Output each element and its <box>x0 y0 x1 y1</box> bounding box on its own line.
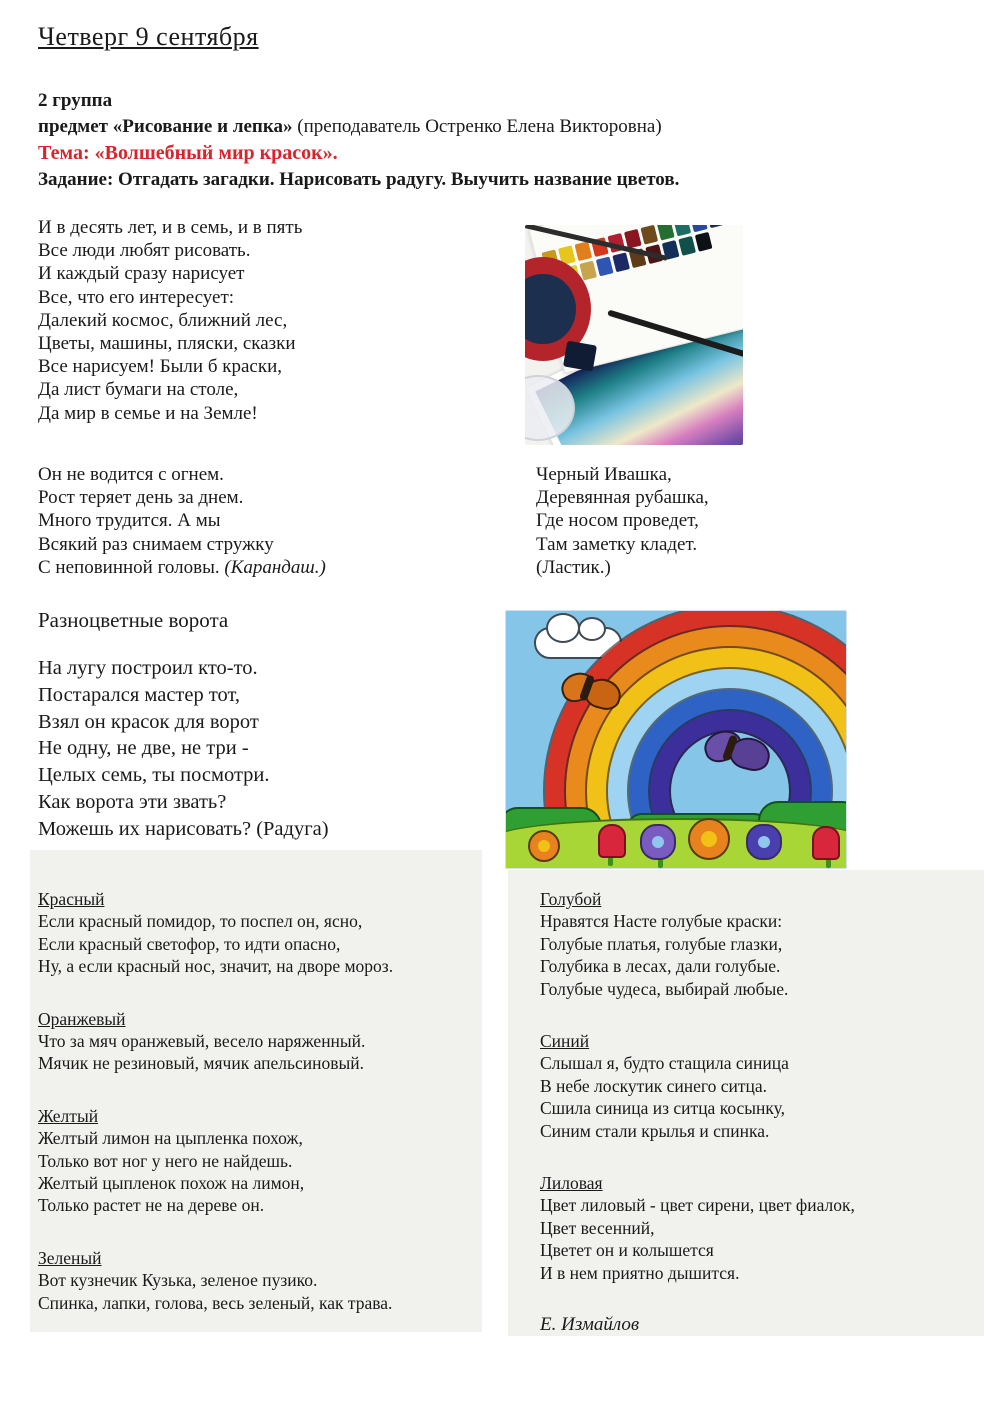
rainbow-poem-title: Разноцветные ворота <box>38 608 229 632</box>
color-poem-lilac <box>540 1172 970 1284</box>
flower-icon <box>688 818 730 860</box>
subject-label: предмет «Рисование и лепка» <box>38 116 293 137</box>
riddle-eraser <box>536 463 709 579</box>
riddle-line: Там заметку кладет. <box>536 533 698 555</box>
group-label: 2 группа <box>38 90 113 111</box>
poem-line: Не одну, не две, не три - <box>38 737 249 760</box>
color-poem-lightblue <box>540 888 970 1000</box>
poem-line: Взял он красок для ворот <box>38 710 259 733</box>
paint-swatch <box>673 225 691 236</box>
poem-line: Если красный помидор, то поспел он, ясно, <box>38 911 363 932</box>
riddle-line: Деревянная рубашка, <box>536 487 709 509</box>
riddle-line: (Ластик.) <box>536 556 611 578</box>
poem-line: На лугу построил кто-то. <box>38 657 258 679</box>
paint-swatch <box>695 232 713 252</box>
riddle-line <box>38 556 326 579</box>
poem-line: Мячик не резиновый, мячик апельсиновый. <box>38 1053 364 1074</box>
poem-line: Цветет он и колышется <box>540 1240 714 1261</box>
poem-line: Что за мяч оранжевый, весело наряженный. <box>38 1031 366 1052</box>
flower-icon <box>640 824 676 860</box>
riddle-pencil <box>38 463 326 579</box>
poem-line: И в десять лет, и в семь, и в пять <box>38 217 303 238</box>
poem-line: Как ворота эти звать? <box>38 790 227 813</box>
poem-line: В небе лоскутик синего ситца. <box>540 1075 767 1096</box>
riddle-answer: (Карандаш.) <box>219 556 326 578</box>
watercolor-paints-photo <box>525 225 743 445</box>
color-poem-orange <box>38 1008 478 1075</box>
color-poem-green <box>38 1247 478 1314</box>
poem-line: Если красный светофор, то идти опасно, <box>38 933 341 954</box>
poem-line: Голубые чудеса, выбирай любые. <box>540 978 789 999</box>
paint-swatch <box>574 241 592 261</box>
flower-icon <box>746 824 782 860</box>
riddle-line: Рост теряет день за днем. <box>38 487 244 509</box>
paint-swatch <box>706 225 724 228</box>
poem-line: Цвет весенний, <box>540 1217 655 1238</box>
flower-icon <box>812 826 840 860</box>
poem-line: Сшила синица из ситца косынку, <box>540 1098 786 1119</box>
poem-line: Цвет лиловый - цвет сирени, цвет фиалок, <box>540 1195 855 1216</box>
poem-line: Голубика в лесах, дали голубые. <box>540 956 781 977</box>
riddle-text: С неповинной головы. <box>38 556 220 578</box>
poem-line: Все люди любят рисовать. <box>38 240 251 262</box>
paint-swatch <box>657 225 675 241</box>
riddle-line: Черный Ивашка, <box>536 464 672 485</box>
theme-line: Тема: «Волшебный мир красок». <box>38 142 338 164</box>
paint-swatch <box>690 225 708 232</box>
paint-swatch <box>678 236 696 256</box>
poem-line: Можешь их нарисовать? (Радуга) <box>38 817 329 840</box>
rainbow-drawing-image <box>505 610 847 869</box>
paint-swatch <box>640 225 658 245</box>
paint-tube <box>563 341 597 372</box>
poem-line: Постарался мастер тот, <box>38 683 241 706</box>
color-poem-title: Зеленый <box>38 1247 102 1268</box>
poem-line: Только вот ног у него не найдешь. <box>38 1150 293 1171</box>
poem-line: Спинка, лапки, голова, весь зеленый, как трава. <box>38 1292 393 1313</box>
rainbow-poem <box>38 655 329 843</box>
poem-line: Синим стали крылья и спинка. <box>540 1120 770 1141</box>
paint-swatch <box>612 252 630 272</box>
task-line: Задание: Отгадать загадки. Нарисовать радугу. Выучить название цветов. <box>38 169 680 190</box>
color-poem-blue <box>540 1030 970 1142</box>
poem-line: Только растет не на дереве он. <box>38 1195 265 1216</box>
riddle-line: Всякий раз снимаем стружку <box>38 533 274 555</box>
poem-line: Вот кузнечик Кузька, зеленое пузико. <box>38 1270 318 1291</box>
flower-icon <box>598 824 626 858</box>
poem-line: Желтый цыпленок похож на лимон, <box>38 1173 305 1194</box>
poem-line: Далекий космос, ближний лес, <box>38 309 288 331</box>
poem-line: Голубые платья, голубые глазки, <box>540 933 783 954</box>
paint-swatch <box>579 261 597 281</box>
poem-line: Целых семь, ты посмотри. <box>38 764 270 787</box>
subject-line <box>38 116 662 138</box>
color-poem-title: Лиловая <box>540 1173 603 1194</box>
color-poem-yellow <box>38 1105 478 1217</box>
poem-line: И в нем приятно дышится. <box>540 1262 740 1283</box>
riddle-line: Много трудится. А мы <box>38 510 221 532</box>
poem-line: Желтый лимон на цыпленка похож, <box>38 1128 303 1149</box>
color-poems-right-column <box>540 888 970 1337</box>
color-poem-title: Желтый <box>38 1105 99 1126</box>
paint-swatch <box>596 257 614 277</box>
poem-line: Цветы, машины, пляски, сказки <box>38 333 296 355</box>
poem-line: Да мир в семье и на Земле! <box>38 402 258 424</box>
color-poem-red <box>38 888 478 978</box>
poem-line: Все нарисуем! Были б краски, <box>38 356 282 378</box>
riddle-line: Он не водится с огнем. <box>38 464 224 485</box>
color-poem-title: Оранжевый <box>38 1008 126 1029</box>
color-poem-title: Синий <box>540 1031 590 1052</box>
riddle-line: Где носом проведет, <box>536 510 699 532</box>
poem-line: И каждый сразу нарисует <box>38 263 245 285</box>
poem-line: Нравятся Насте голубые краски: <box>540 911 783 932</box>
poem-line: Слышал я, будто стащила синица <box>540 1053 789 1074</box>
color-poem-title: Голубой <box>540 889 602 909</box>
color-poem-title: Красный <box>38 889 105 909</box>
flower-icon <box>528 830 560 862</box>
poem-about-drawing <box>38 216 302 425</box>
poem-line: Ну, а если красный нос, значит, на дворе мороз. <box>38 956 394 977</box>
author-name: Е. Измайлов <box>540 1314 640 1336</box>
page-title: Четверг 9 сентября <box>38 22 259 51</box>
poem-line: Да лист бумаги на столе, <box>38 379 239 401</box>
poem-line: Все, что его интересует: <box>38 286 235 308</box>
teacher-label: (преподаватель Остренко Елена Викторовна) <box>292 116 662 137</box>
color-poems-left-column <box>38 888 478 1344</box>
